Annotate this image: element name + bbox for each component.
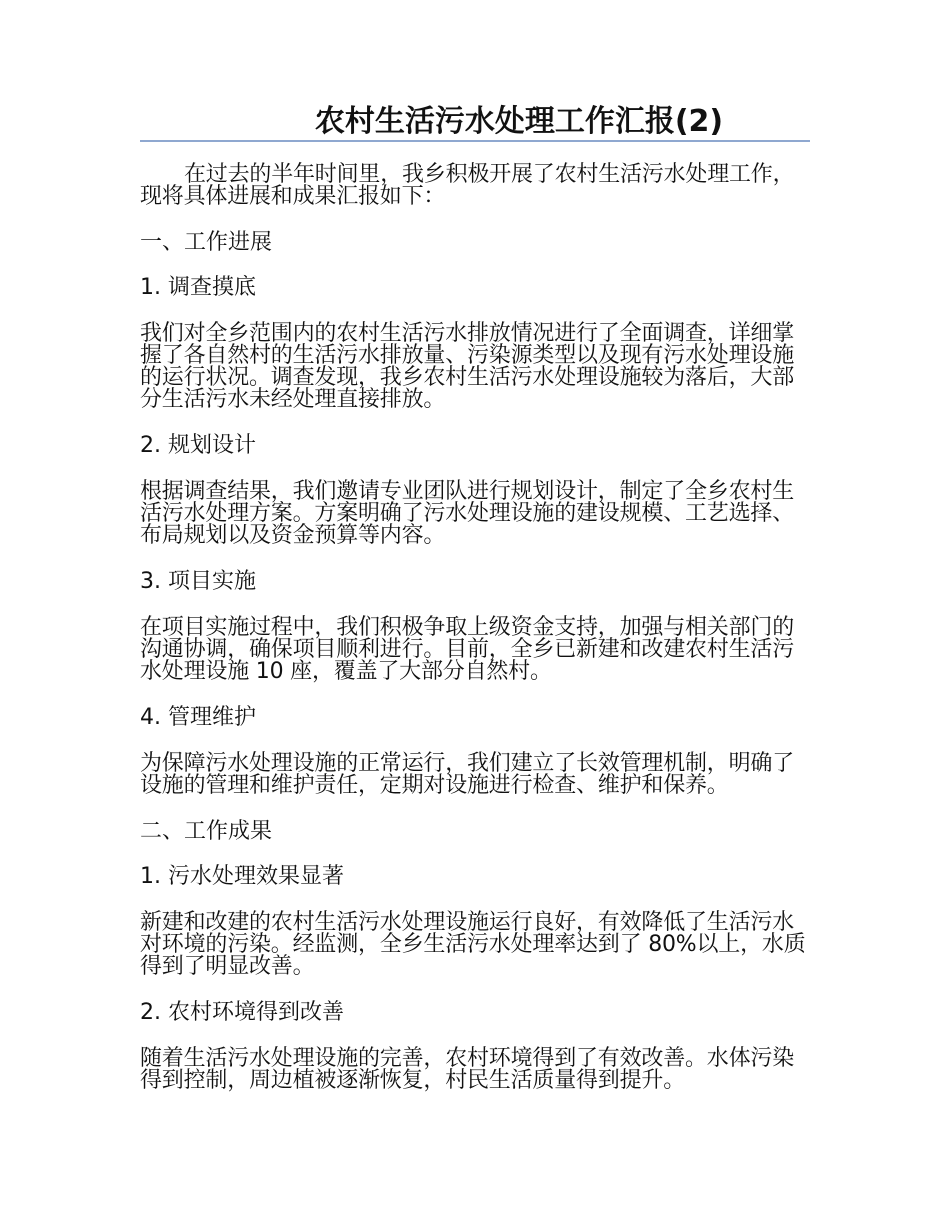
paragraph-planning: 根据调查结果，我们邀请专业团队进行规划设计，制定了全乡农村生活污水处理方案。方案明确了污水处理设施的建设规模、工艺选择、布局规划以及资金预算等内容。: [140, 479, 795, 548]
section-heading-results: 二、工作成果: [140, 819, 273, 844]
paragraph-maintenance: 为保障污水处理设施的正常运行，我们建立了长效管理机制，明确了设施的管理和维护责任，定期对设施进行检查、维护和保养。: [140, 751, 795, 798]
subheading-environment: 2. 农村环境得到改善: [140, 1000, 344, 1025]
section-heading-progress: 一、工作进展: [140, 230, 273, 255]
intro-paragraph: 在过去的半年时间里，我乡积极开展了农村生活污水处理工作，现将具体进展和成果汇报如下：: [140, 162, 795, 209]
subheading-survey: 1. 调查摸底: [140, 275, 256, 300]
subheading-planning: 2. 规划设计: [140, 433, 256, 458]
document-title: 农村生活污水处理工作汇报(2): [314, 104, 724, 139]
paragraph-survey: 我们对全乡范围内的农村生活污水排放情况进行了全面调查，详细掌握了各自然村的生活污水排放量、污染源类型以及现有污水处理设施的运行状况。调查发现，我乡农村生活污水处理设施较为落后，大部分生活污水未经处理直接排放。: [140, 321, 795, 412]
paragraph-environment: 随着生活污水处理设施的完善，农村环境得到了有效改善。水体污染得到控制，周边植被逐渐恢复，村民生活质量得到提升。: [140, 1046, 795, 1093]
subheading-treatment-effect: 1. 污水处理效果显著: [140, 864, 344, 889]
subheading-implementation: 3. 项目实施: [140, 569, 256, 594]
subheading-maintenance: 4. 管理维护: [140, 705, 256, 730]
paragraph-implementation: 在项目实施过程中，我们积极争取上级资金支持，加强与相关部门的沟通协调，确保项目顺利进行。目前，全乡已新建和改建农村生活污水处理设施 10 座，覆盖了大部分自然村。: [140, 615, 795, 684]
paragraph-treatment-effect: 新建和改建的农村生活污水处理设施运行良好，有效降低了生活污水对环境的污染。经监测，全乡生活污水处理率达到了 80%以上，水质得到了明显改善。: [140, 910, 806, 979]
document-page: [140, 100, 810, 1092]
